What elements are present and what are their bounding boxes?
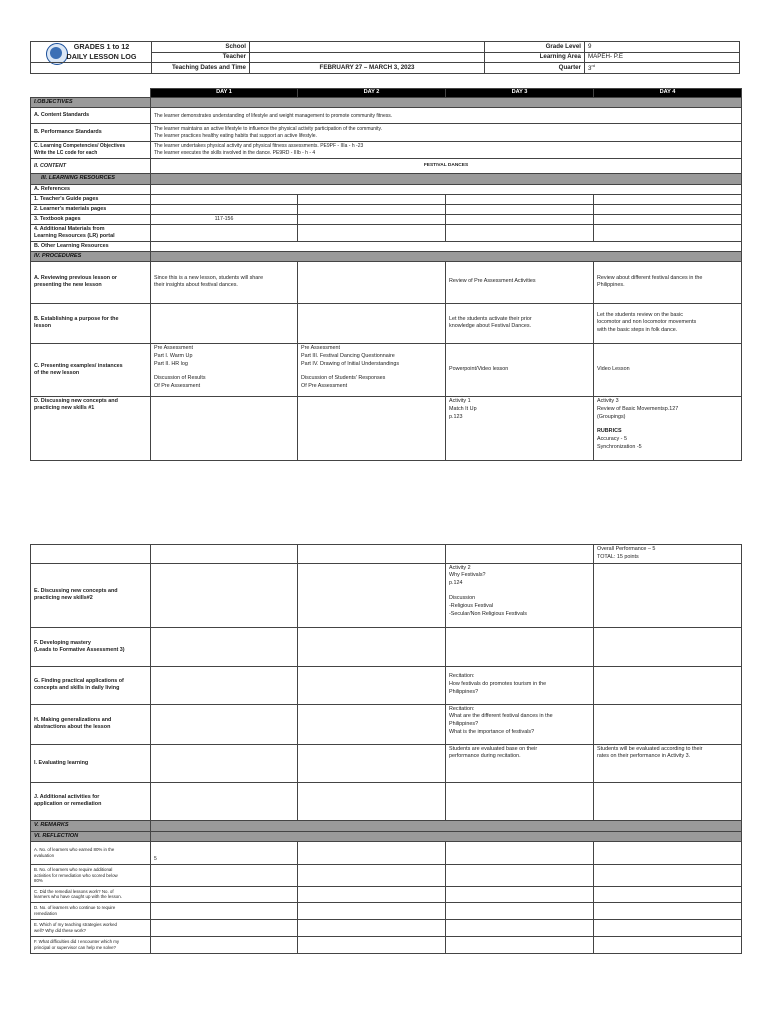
reflection-b-line-1: B. No. of learners who require additional [34, 867, 113, 873]
header-table [30, 41, 740, 74]
procedure-f-label-line-2: (Leads to Formative Assessment 3) [34, 646, 125, 653]
reflection-a-line-1: A. No. of learners who earned 80% in the [34, 847, 115, 853]
procedure-a-label-line-1: A. Reviewing previous lesson or [34, 275, 117, 282]
procedure-g-label [31, 666, 151, 704]
procedure-b-label [31, 303, 151, 343]
procedure-e-label [31, 563, 151, 627]
grade-level-label: Grade Level [485, 42, 585, 53]
reflection-a-label [31, 841, 151, 864]
procedure-c-day-2-line: Of Pre Assessment [301, 383, 348, 390]
procedure-h-label [31, 704, 151, 744]
objectives-section: I.OBJECTIVES [31, 98, 151, 108]
procedure-c-day-1-line: Part II. HR log [154, 360, 188, 367]
procedure-d-day-4 [594, 396, 742, 460]
procedure-c-day-2-line: Part III. Festival Dancing Questionnaire [301, 352, 395, 359]
procedure-i-day-3-line-2: performance during recitation. [449, 753, 521, 760]
procedure-h-day-3-line: Philippines? [449, 721, 479, 728]
procedure-g-day-3 [446, 666, 594, 704]
reflection-c-line-1: C. Did the remedial lessons work? No. of [34, 888, 114, 894]
textbook-pages-day-1: 117-156 [151, 214, 298, 224]
procedure-d-label-line-2: practicing new skills #1 [34, 404, 95, 411]
dates-label: Teaching Dates and Time [152, 63, 250, 74]
procedure-a-day-1-line-2: their insights about festival dances. [154, 282, 238, 289]
procedure-c-day-2-line: Part IV. Drawing of Initial Understandings [301, 360, 400, 367]
rubric-total: TOTAL: 15 points [597, 553, 639, 560]
procedure-j-label [31, 782, 151, 820]
procedure-h-label-line-2: abstractions about the lesson [34, 724, 111, 731]
procedure-a-day-1-line-1: Since this is a new lesson, students will share [154, 274, 264, 281]
reflection-b-line-2: activities for remediation who scored below [34, 872, 118, 878]
content-standards-label: A. Content Standards [31, 108, 151, 124]
day-3-header: DAY 3 [446, 89, 594, 98]
procedure-e-day-3-line: Activity 2 [449, 564, 471, 571]
procedure-b-day-3-line-1: Let the students activate their prior [449, 315, 532, 322]
title-line-1: GRADES 1 to 12 [73, 42, 130, 51]
procedure-i-day-3-line-1: Students are evaluated base on their [449, 745, 538, 752]
performance-standards-label: B. Performance Standards [31, 124, 151, 142]
procedure-h-day-3-line: Recitation: [449, 705, 475, 712]
competencies-label-line-1: C. Learning Competencies/ Objectives [34, 143, 126, 150]
reflection-section: VI. REFLECTION [31, 831, 151, 841]
procedure-i-label: I. Evaluating learning [31, 744, 151, 782]
procedure-e-label-line-2: practicing new skills#2 [34, 595, 93, 602]
procedure-a-day-4 [594, 261, 742, 303]
other-resources-label: B. Other Learning Resources [31, 241, 151, 251]
reflection-f-line-1: F. What difficulties did I encounter which my [34, 939, 120, 945]
competencies-label [31, 142, 151, 159]
performance-standards-text [151, 124, 742, 142]
procedure-a-label-line-2: presenting the new lesson [34, 282, 102, 289]
procedure-a-day-1 [151, 261, 298, 303]
procedure-d-day-3-line: Match It Up [449, 405, 477, 412]
lesson-log-table-page-1 [30, 88, 742, 461]
remarks-section: V. REMARKS [31, 820, 151, 831]
procedure-b-label-line-2: lesson [34, 323, 52, 330]
reflection-d-label [31, 902, 151, 919]
quarter-value[interactable] [585, 63, 740, 74]
rubric-accuracy: Accuracy - 5 [597, 436, 627, 443]
procedure-a-day-3: Review of Pre Assessment Activities [446, 261, 594, 303]
procedure-a-day-4-line-1: Review about different festival dances in the [597, 274, 703, 281]
procedure-e-day-3-line: -Secular/Non Religious Festivals [449, 610, 527, 617]
reflection-a-line-2: evaluation [34, 852, 55, 858]
procedure-i-day-4-line-2: rates on their performance in Activity 3. [597, 753, 691, 760]
procedure-d-day-4-line: (Groupings) [597, 413, 626, 420]
teachers-guide-label: 1. Teacher's Guide pages [31, 194, 151, 204]
references-label: A. References [31, 184, 151, 194]
procedure-j-label-line-1: J. Additional activities for [34, 794, 100, 801]
procedure-e-day-3-line: Discussion [449, 595, 476, 602]
rubric-overall-performance: Overall Performance – 5 [597, 546, 656, 552]
teacher-label: Teacher [152, 52, 250, 63]
procedure-c-day-3: Powerpoint/Video lesson [446, 343, 594, 396]
learning-area-label: Learning Area [485, 52, 585, 63]
procedure-b-day-4 [594, 303, 742, 343]
day-1-header: DAY 1 [151, 89, 298, 98]
procedure-c-label [31, 343, 151, 396]
procedure-j-label-line-2: application or remediation [34, 801, 102, 808]
procedure-f-label [31, 627, 151, 666]
procedure-g-label-line-1: G. Finding practical applications of [34, 678, 124, 685]
procedure-c-day-2 [298, 343, 446, 396]
textbook-pages-label: 3. Textbook pages [31, 214, 151, 224]
procedure-e-day-3 [446, 563, 594, 627]
procedure-b-day-3 [446, 303, 594, 343]
additional-materials-line-2: Learning Resources (LR) portal [34, 232, 115, 239]
procedure-d-day-3-line: p.123 [449, 413, 463, 420]
title-block [31, 42, 152, 63]
procedure-d-day-3-line: Activity 1 [449, 397, 471, 404]
procedure-c-day-4: Video Lesson [594, 343, 742, 396]
procedure-d-day-3 [446, 396, 594, 460]
performance-standards-line-1: The learner maintains an active lifestyle to influence the physical activity participation of the community. [154, 126, 383, 133]
procedure-e-day-3-line: Why Festivals? [449, 572, 486, 579]
reflection-c-line-2: learners who have caught up with the lesson. [34, 894, 122, 900]
competencies-line-2: The learner executes the skills involved in the dance. PE9RD - IIIb - h - 4 [154, 149, 316, 156]
procedure-b-label-line-1: B. Establishing a purpose for the [34, 316, 119, 323]
school-value[interactable] [250, 42, 485, 53]
procedure-c-day-1-line: Part I. Warm Up [154, 352, 193, 359]
procedure-d-day-4-line: Review of Basic Movementsp.127 [597, 405, 679, 412]
reflection-d-line-2: remediation [34, 910, 57, 916]
procedure-c-day-1-line: Pre Assessment [154, 344, 193, 351]
reflection-f-label [31, 936, 151, 953]
content-label: II. CONTENT [31, 159, 151, 174]
school-label: School [152, 42, 250, 53]
rubric-synchronization: Synchronization -5 [597, 444, 642, 451]
content-standards-text: The learner demonstrates understanding of lifestyle and weight management to promote community fitness. [151, 108, 742, 124]
rubrics-heading: RUBRICS [597, 428, 622, 435]
procedure-d-label [31, 396, 151, 460]
procedure-b-day-4-line-2: locomotor and non locomotor movements [597, 319, 697, 326]
reflection-d-line-1: D. No. of learners who continue to require [34, 905, 116, 911]
procedure-b-day-4-line-1: Let the students review on the basic [597, 311, 684, 318]
reflection-e-label [31, 919, 151, 936]
procedure-h-day-3-line: What is the importance of festivals? [449, 729, 535, 736]
day-2-header: DAY 2 [298, 89, 446, 98]
grade-level-value[interactable]: 9 [585, 42, 740, 53]
reflection-a-day-1: 5 [151, 841, 298, 864]
additional-materials-line-1: 4. Additional Materials from [34, 225, 105, 232]
quarter-label: Quarter [485, 63, 585, 74]
procedure-g-day-3-line: Philippines? [449, 689, 479, 696]
procedure-e-label-line-1: E. Discussing new concepts and [34, 588, 118, 595]
procedure-a-label [31, 261, 151, 303]
procedure-c-day-1 [151, 343, 298, 396]
procedure-h-day-3 [446, 704, 594, 744]
competencies-line-1: The learner undertakes physical activity and physical fitness assessments. PE9PF - IIIa - h -23 [154, 143, 364, 150]
reflection-b-label [31, 864, 151, 886]
reflection-e-line-1: E. Which of my teaching strategies worked [34, 922, 117, 928]
content-value: FESTIVAL DANCES [151, 159, 742, 174]
procedure-i-day-3 [446, 744, 594, 782]
procedure-e-day-3-line: p.124 [449, 580, 463, 587]
learners-materials-label: 2. Learner's materials pages [31, 204, 151, 214]
learning-resources-section: III. LEARNING RESOURCES [31, 174, 151, 184]
procedure-h-label-line-1: H. Making generalizations and [34, 717, 112, 724]
procedure-f-label-line-1: F. Developing mastery [34, 639, 91, 646]
procedure-c-day-2-line: Discussion of Students' Responses [301, 375, 386, 382]
procedure-a-day-4-line-2: Philippines. [597, 282, 625, 289]
procedure-e-day-3-line: -Religious Festival [449, 602, 494, 609]
quarter-suffix: rd [591, 63, 596, 69]
procedure-c-label-line-2: of the new lesson [34, 369, 80, 376]
procedure-b-day-4-line-3: with the basic steps in folk dance. [597, 327, 678, 334]
reflection-f-line-2: principal or supervisor can help me solve? [34, 944, 116, 950]
reflection-b-line-3: 80% [34, 878, 43, 884]
procedure-g-day-3-line: How festivals do promotes tourism in the [449, 681, 547, 688]
performance-standards-line-2: The learner practices healthy eating habits that support an active lifestyle. [154, 132, 317, 139]
procedure-g-label-line-2: concepts and skills in daily living [34, 685, 120, 692]
quarter-number: 3 [588, 65, 592, 73]
procedure-d-day-4-line: Activity 3 [597, 397, 619, 404]
teacher-value[interactable] [250, 52, 485, 63]
learning-area-value[interactable]: MAPEH- P.E [585, 52, 740, 63]
procedure-i-day-4-line-1: Students will be evaluated according to their [597, 745, 703, 752]
reflection-c-label [31, 886, 151, 902]
procedure-g-day-3-line: Recitation: [449, 673, 475, 680]
procedure-h-day-3-line: What are the different festival dances in the [449, 713, 553, 720]
procedure-c-day-1-line: Discussion of Results [154, 375, 206, 382]
procedure-c-label-line-1: C. Presenting examples/ instances [34, 362, 123, 369]
additional-materials-label [31, 224, 151, 241]
reflection-e-line-2: well? Why did these work? [34, 927, 86, 933]
competencies-label-line-2: Write the LC code for each [34, 149, 98, 156]
competencies-text [151, 142, 742, 159]
procedure-i-day-4 [594, 744, 742, 782]
procedures-section: IV. PROCEDURES [31, 251, 151, 261]
procedure-d-day-4-continued [594, 545, 742, 564]
dates-value[interactable]: FEBRUARY 27 – MARCH 3, 2023 [250, 63, 485, 74]
procedure-c-day-2-line: Pre Assessment [301, 344, 340, 351]
procedure-b-day-3-line-2: knowledge about Festival Dances. [449, 323, 532, 330]
day-4-header: DAY 4 [594, 89, 742, 98]
lesson-log-table-page-2 [30, 544, 742, 954]
procedure-d-label-line-1: D. Discussing new concepts and [34, 397, 118, 404]
procedure-c-day-1-line: Of Pre Assessment [154, 383, 201, 390]
title-line-2: DAILY LESSON LOG [66, 52, 137, 62]
